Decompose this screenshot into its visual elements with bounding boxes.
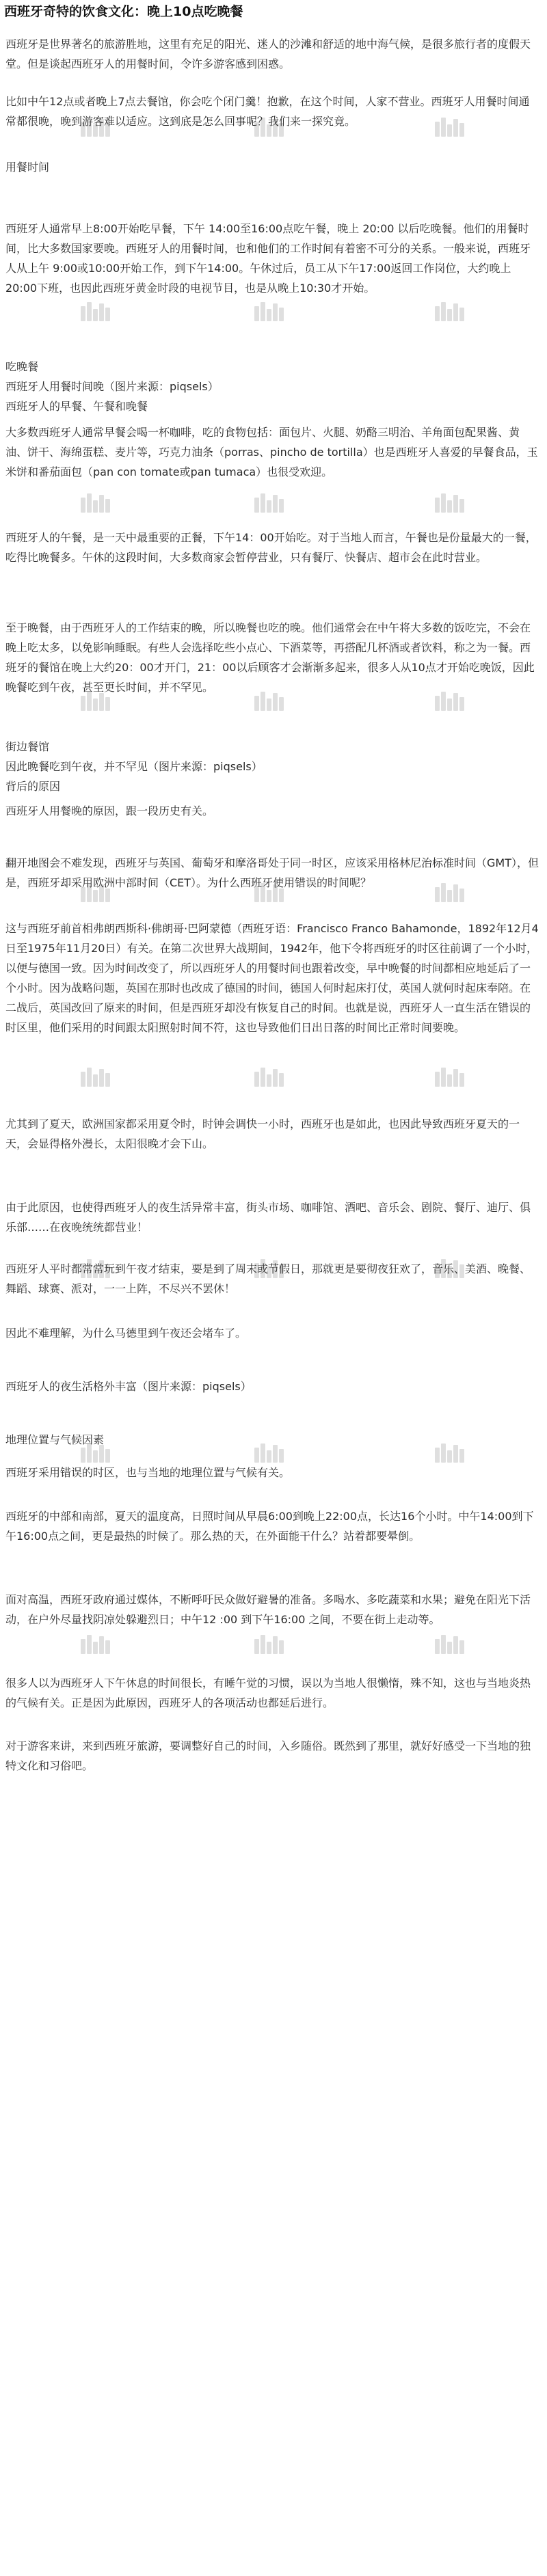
watermark-icon — [254, 492, 284, 513]
paragraph-intro: 西班牙是世界著名的旅游胜地，这里有充足的阳光、迷人的沙滩和舒适的地中海气候，是很多旅行者的度假天堂。但是谈起西班牙人的用餐时间，令许多游客感到困惑。 — [5, 38, 531, 70]
paragraph-geography: 西班牙采用错误的时区，也与当地的地理位置与气候有关。 — [5, 1466, 291, 1479]
watermark-icon — [81, 1633, 111, 1654]
watermark-icon — [81, 1066, 111, 1087]
paragraph-heat: 西班牙的中部和南部，夏天的温度高，日照时间从早晨6:00到晚上22:00点，长达16个小时。中午14:00到下午16:00点之间，更是最热的时候了。那么热的天，在外面能干什么？站着都要晕倒。 — [5, 1510, 534, 1543]
paragraph-government: 面对高温，西班牙政府通过媒体，不断呼吁民众做好避暑的准备。多喝水、多吃蔬菜和水果；避免在阳光下活动，在户外尽量找阴凉处躲避烈日；中午12 :00 到下午16:00 之间，不要在街上走动等。 — [5, 1593, 531, 1626]
paragraph-franco: 这与西班牙前首相弗朗西斯科·佛朗哥·巴阿蒙德（西班牙语：Francisco Franco Bahamonde，1892年12月4日至1975年11月20日）有关。在第二次世界大战期间，1942年，他下令将西班牙的时区往前调了一个小时，以便与德国一致。因为时间改变了，所以西班牙人的用餐时间也跟着改变，早中晚餐的时间都相应地延后了一个小时。因为战略问题，英国在那时也改成了德国的时间，德国人何时起床打仗，英国人就何时起床奉陪。在二战后，英国改回了原来的时间，但是西班牙却没有恢复自己的时间。也就是说，西班牙人一直生活在错误的时区里，他们采用的时间跟太阳照射时间不符，这也导致他们日出日落的时间比正常时间要晚。 — [5, 922, 539, 1034]
watermark-icon — [254, 1066, 284, 1087]
watermark-icon — [435, 492, 465, 513]
paragraph-history-intro: 西班牙人用餐晚的原因，跟一段历史有关。 — [5, 804, 214, 817]
watermark-icon — [81, 301, 111, 321]
paragraph-nightlife: 由于此原因，也使得西班牙人的夜生活异常丰富，街头市场、咖啡馆、酒吧、音乐会、剧院、餐厅、迪厅、俱乐部……在夜晚统统都营业！ — [5, 1201, 531, 1234]
article-title: 西班牙奇特的饮食文化：晚上10点吃晚餐 — [4, 4, 243, 19]
paragraph-siesta: 很多人以为西班牙人下午休息的时间很长，有睡午觉的习惯，误以为当地人很懒惰，殊不知，这也与当地炎热的气候有关。正是因为此原因，西班牙人的各项活动也都延后进行。 — [5, 1677, 531, 1709]
paragraph-lunch: 西班牙人的午餐，是一天中最重要的正餐，下午14：00开始吃。对于当地人而言，午餐也是份量最大的一餐，吃得比晚餐多。午休的这段时间，大多数商家会暂停营业，只有餐厅、快餐店、超市会在此时营业。 — [5, 531, 537, 564]
watermark-icon — [435, 301, 465, 321]
watermark-icon — [254, 301, 284, 321]
watermark-icon — [435, 1066, 465, 1087]
paragraph-parties: 西班牙人平时都常常玩到午夜才结束，要是到了周末或节假日，那就更是要彻夜狂欢了，音乐、美酒、晚餐、舞蹈、球赛、派对，一一上阵，不尽兴不罢休！ — [5, 1262, 531, 1295]
paragraph-breakfast: 大多数西班牙人通常早餐会喝一杯咖啡，吃的食物包括：面包片、火腿、奶酪三明治、羊角面包配果酱、黄油、饼干、海绵蛋糕、麦片等，巧克力油条（porras、pincho de tortilla）也是西班牙人喜爱的早餐食品，玉米饼和番茄面包（pan con tomate或pan tumaca）也很受欢迎。 — [5, 426, 538, 478]
section-heading-geography: 地理位置与气候因素 — [5, 1433, 105, 1446]
caption-nightlife: 西班牙人的夜生活格外丰富（图片来源：piqsels） — [5, 1380, 252, 1393]
paragraph-time-zone: 翻开地图会不难发现，西班牙与英国、葡萄牙和摩洛哥处于同一时区，应该采用格林尼治标准时间（GMT），但是，西班牙却采用欧洲中部时间（CET）。为什么西班牙使用错误的时间呢？ — [5, 856, 539, 889]
paragraph-traffic: 因此不难理解，为什么马德里到午夜还会堵车了。 — [5, 1327, 247, 1340]
section-heading-meal-times: 用餐时间 — [5, 161, 50, 174]
paragraph-tourist-advice: 对于游客来讲，来到西班牙旅游，要调整好自己的时间，入乡随俗。既然到了那里，就好好感受一下当地的独特文化和习俗吧。 — [5, 1739, 531, 1772]
watermark-icon — [435, 1633, 465, 1654]
watermark-icon — [81, 492, 111, 513]
paragraph-closed-restaurants: 比如中午12点或者晚上7点去餐馆，你会吃个闭门羹！抱歉，在这个时间，人家不营业。西班牙人用餐时间通常都很晚，晚到游客难以适应。这到底是怎么回事呢？我们来一探究竟。 — [5, 95, 530, 128]
paragraph-dinner: 至于晚餐，由于西班牙人的工作结束的晚，所以晚餐也吃的晚。他们通常会在中午将大多数的饭吃完，不会在晚上吃太多，以免影响睡眠。有些人会选择吃些小点心、下酒菜等，再搭配几杯酒或者饮料，称之为一餐。西班牙的餐馆在晚上大约20：00才开门，21：00以后顾客才会渐渐多起来，很多人从10点才开始吃晚饭，因此晚餐吃到午夜，甚至更长时间，并不罕见。 — [5, 621, 535, 694]
caption-street-restaurant: 街边餐馆 因此晚餐吃到午夜，并不罕见（图片来源：piqsels） 背后的原因 — [5, 740, 263, 793]
paragraph-summer-time: 尤其到了夏天，欧洲国家都采用夏令时，时钟会调快一小时，西班牙也是如此，也因此导致西班牙夏天的一天，会显得格外漫长，太阳很晚才会下山。 — [5, 1117, 520, 1150]
watermark-icon — [254, 1633, 284, 1654]
caption-dinner: 吃晚餐 西班牙人用餐时间晚（图片来源：piqsels） 西班牙人的早餐、午餐和晚餐 — [5, 360, 219, 413]
paragraph-meal-schedule: 西班牙人通常早上8:00开始吃早餐，下午 14:00至16:00点吃午餐，晚上 20:00 以后吃晚餐。他们的用餐时间，比大多数国家要晚。西班牙人的用餐时间，也和他们的工作时间有着密不可分的关系。一般来说，西班牙人从上午 9:00或10:00开始工作，到下午14:00。午休过后，员工从下午17:00返回工作岗位，大约晚上 20:00下班，也因此西班牙黄金时段的电视节目，也是从晚上10:30才开始。 — [5, 222, 531, 295]
